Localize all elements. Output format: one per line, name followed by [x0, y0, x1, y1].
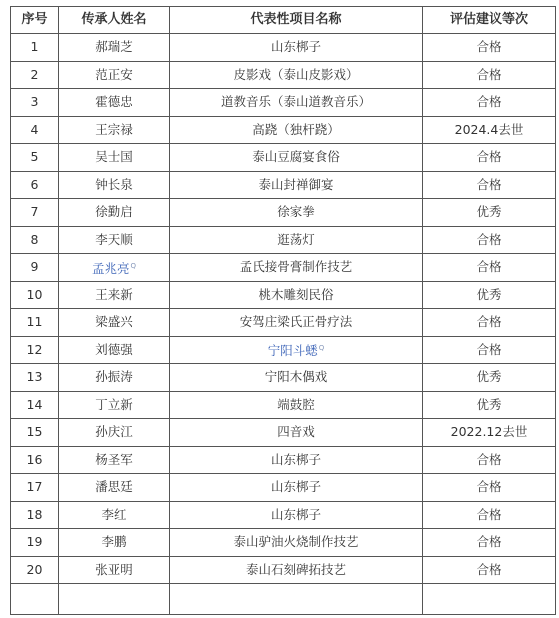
cell-name: 王来新	[59, 281, 170, 309]
cell-name: 杨圣军	[59, 446, 170, 474]
cell-project: 安驾庄梁氏正骨疗法	[170, 309, 423, 337]
cell-grade: 2022.12去世	[423, 419, 556, 447]
table-row	[11, 474, 556, 502]
table-row	[11, 171, 556, 199]
cell-project: 宁阳木偶戏	[170, 364, 423, 392]
cell-grade: 合格	[423, 61, 556, 89]
cell-name: 范正安	[59, 61, 170, 89]
cell-grade: 优秀	[423, 199, 556, 227]
project-link[interactable]: 宁阳斗蟋	[267, 343, 318, 359]
cell-no: 10	[11, 281, 59, 309]
cell-no: 6	[11, 171, 59, 199]
cell-no: 15	[11, 419, 59, 447]
header-no: 序号	[11, 7, 59, 34]
cell-grade: 合格	[423, 336, 556, 364]
search-icon[interactable]: Q	[130, 261, 137, 270]
cell-project: 泰山石刻碑拓技艺	[170, 556, 423, 584]
table-row	[11, 144, 556, 172]
table-row	[11, 116, 556, 144]
cell-name	[59, 254, 170, 282]
inheritor-table	[10, 6, 556, 615]
cell-grade: 合格	[423, 474, 556, 502]
cell-grade: 优秀	[423, 391, 556, 419]
cell-name: 张亚明	[59, 556, 170, 584]
cell-name: 霍德忠	[59, 89, 170, 117]
cell-project: 端鼓腔	[170, 391, 423, 419]
cell-name: 丁立新	[59, 391, 170, 419]
cell-name: 潘思廷	[59, 474, 170, 502]
cell-name: 钟长泉	[59, 171, 170, 199]
cell-grade: 优秀	[423, 364, 556, 392]
inheritor-table-container	[10, 6, 551, 608]
cell-project: 山东梆子	[170, 34, 423, 62]
cell-name: 刘德强	[59, 336, 170, 364]
table-body	[11, 34, 556, 615]
table-row	[11, 556, 556, 584]
cell-empty	[11, 584, 59, 615]
cell-no: 16	[11, 446, 59, 474]
cell-grade: 合格	[423, 309, 556, 337]
cell-empty	[59, 584, 170, 615]
cell-project: 四音戏	[170, 419, 423, 447]
cell-project: 泰山豆腐宴食俗	[170, 144, 423, 172]
table-row-empty	[11, 584, 556, 615]
cell-grade: 合格	[423, 501, 556, 529]
cell-grade: 合格	[423, 529, 556, 557]
cell-grade: 优秀	[423, 281, 556, 309]
cell-name: 王宗禄	[59, 116, 170, 144]
table-row	[11, 419, 556, 447]
table-row	[11, 529, 556, 557]
cell-project: 孟氏接骨膏制作技艺	[170, 254, 423, 282]
cell-name: 梁盛兴	[59, 309, 170, 337]
cell-grade: 2024.4去世	[423, 116, 556, 144]
cell-no: 7	[11, 199, 59, 227]
table-row	[11, 254, 556, 282]
cell-no: 17	[11, 474, 59, 502]
cell-name: 李鹏	[59, 529, 170, 557]
cell-empty	[423, 584, 556, 615]
cell-grade: 合格	[423, 556, 556, 584]
cell-no: 11	[11, 309, 59, 337]
cell-grade: 合格	[423, 226, 556, 254]
cell-name: 郝瑞芝	[59, 34, 170, 62]
cell-project: 逛荡灯	[170, 226, 423, 254]
cell-no: 2	[11, 61, 59, 89]
cell-no: 18	[11, 501, 59, 529]
cell-grade: 合格	[423, 144, 556, 172]
cell-name: 李天顺	[59, 226, 170, 254]
cell-name: 徐勤启	[59, 199, 170, 227]
table-row	[11, 226, 556, 254]
cell-project: 泰山封禅御宴	[170, 171, 423, 199]
table-row	[11, 364, 556, 392]
table-row	[11, 34, 556, 62]
cell-grade: 合格	[423, 171, 556, 199]
table-row	[11, 446, 556, 474]
cell-grade: 合格	[423, 446, 556, 474]
cell-project: 泰山驴油火烧制作技艺	[170, 529, 423, 557]
table-row	[11, 89, 556, 117]
cell-no: 1	[11, 34, 59, 62]
cell-no: 4	[11, 116, 59, 144]
cell-project: 山东梆子	[170, 446, 423, 474]
cell-grade: 合格	[423, 254, 556, 282]
header-grade: 评估建议等次	[423, 7, 556, 34]
cell-no: 9	[11, 254, 59, 282]
table-row	[11, 336, 556, 364]
table-row	[11, 61, 556, 89]
cell-project: 道教音乐（泰山道教音乐）	[170, 89, 423, 117]
search-icon[interactable]: Q	[318, 344, 325, 353]
cell-no: 3	[11, 89, 59, 117]
table-header-row	[11, 7, 556, 34]
cell-no: 20	[11, 556, 59, 584]
header-project: 代表性项目名称	[170, 7, 423, 34]
cell-project: 山东梆子	[170, 474, 423, 502]
table-row	[11, 501, 556, 529]
table-row	[11, 391, 556, 419]
cell-name: 孙庆江	[59, 419, 170, 447]
cell-name: 孙振涛	[59, 364, 170, 392]
cell-project: 徐家拳	[170, 199, 423, 227]
header-name: 传承人姓名	[59, 7, 170, 34]
cell-no: 8	[11, 226, 59, 254]
cell-no: 12	[11, 336, 59, 364]
cell-no: 13	[11, 364, 59, 392]
table-row	[11, 309, 556, 337]
cell-empty	[170, 584, 423, 615]
cell-project: 桃木雕刻民俗	[170, 281, 423, 309]
table-row	[11, 199, 556, 227]
cell-no: 5	[11, 144, 59, 172]
table-row	[11, 281, 556, 309]
cell-name: 李红	[59, 501, 170, 529]
cell-grade: 合格	[423, 34, 556, 62]
cell-project: 山东梆子	[170, 501, 423, 529]
cell-project: 高跷（独杆跷）	[170, 116, 423, 144]
name-link[interactable]: 孟兆亮	[91, 260, 130, 276]
cell-grade: 合格	[423, 89, 556, 117]
cell-name: 吴士国	[59, 144, 170, 172]
cell-project	[170, 336, 423, 364]
cell-project: 皮影戏（泰山皮影戏）	[170, 61, 423, 89]
cell-no: 14	[11, 391, 59, 419]
cell-no: 19	[11, 529, 59, 557]
